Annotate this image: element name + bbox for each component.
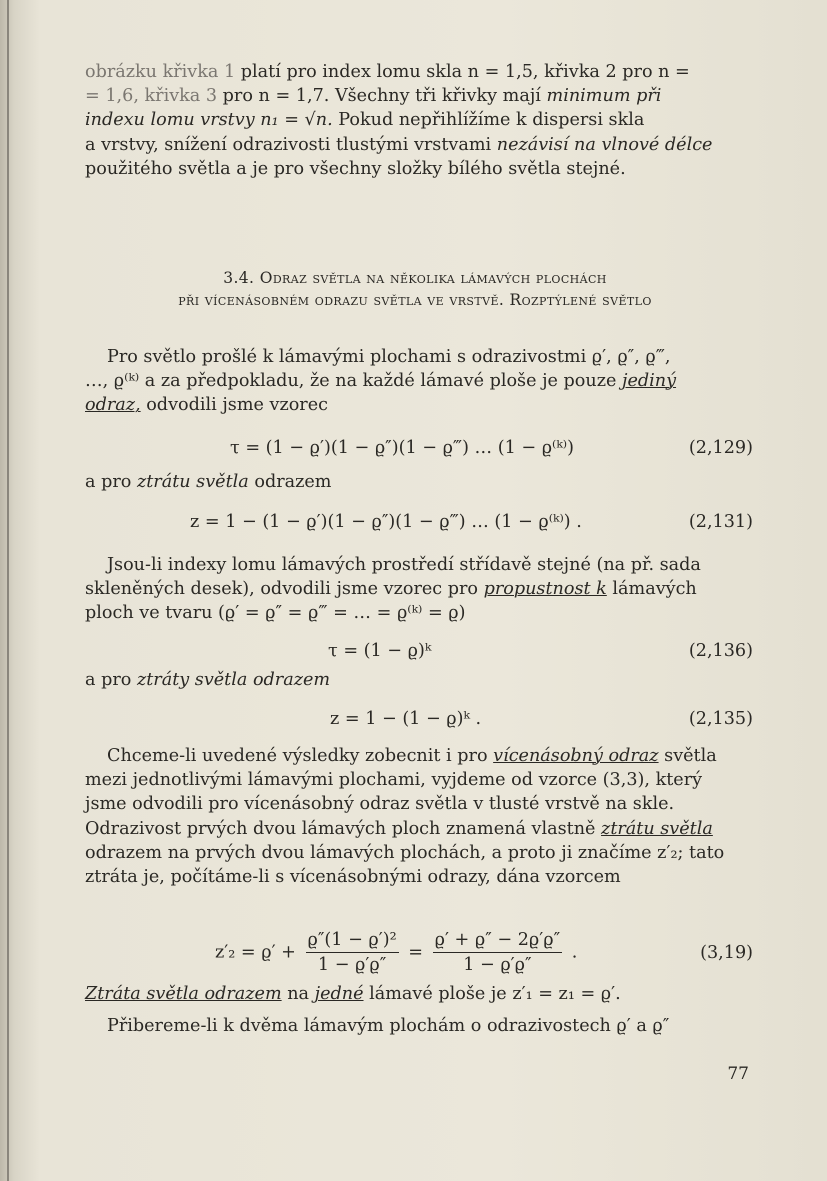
equation-expression: z = 1 − (1 − ϱ)ᵏ . xyxy=(330,709,482,729)
top-paragraph xyxy=(85,60,753,181)
equation-number: (2,129) xyxy=(688,438,753,458)
equation-number: (2,131) xyxy=(688,512,753,532)
p3-line-1: Chceme-li uvedené výsledky zobecnit i pro vícenásobný odraz světla xyxy=(107,746,717,766)
text-after-eq3: a pro ztráty světla odrazem xyxy=(85,670,331,690)
equation-2-129 xyxy=(85,434,753,462)
p1-line-1: Pro světlo prošlé k lámavými plochami s odrazivostmi ϱ′, ϱ″, ϱ‴, xyxy=(107,347,671,367)
top-line-3: indexu lomu vrstvy n₁ = √n. Pokud nepřihlížíme k dispersi skla xyxy=(85,110,645,131)
paragraph-2 xyxy=(85,553,753,626)
equation-3-19 xyxy=(85,928,753,978)
p5-line-1: Přibereme-li k dvěma lámavým plochám o odrazivostech ϱ′ a ϱ″ xyxy=(107,1016,670,1036)
top-line-1: obrázku křivka 1 platí pro index lomu skla n = 1,5, křivka 2 pro n = xyxy=(85,62,690,82)
p2-line-3: ploch ve tvaru (ϱ′ = ϱ″ = ϱ‴ = … = ϱ⁽ᵏ⁾ = ϱ) xyxy=(85,603,466,624)
top-line-2: = 1,6, křivka 3 pro n = 1,7. Všechny tři křivky mají minimum při xyxy=(85,86,662,107)
equation-expression: z′₂ = ϱ′ + $\frac{\text{ϱ″(1 − ϱ′)²}}{1 - ϱ'ϱ''}$ = $\frac{ϱ' + ϱ'' - 2ϱ'ϱ''}{1 - ϱ'ϱ''}$ . xyxy=(215,930,578,975)
section-heading-line-2: při vícenásobném odrazu světla ve vrstvě. Rozptýlené světlo xyxy=(178,291,652,309)
paragraph-1-cont xyxy=(85,369,753,417)
p2-line-2: skleněných desek), odvodili jsme vzorec pro propustnost k lámavých xyxy=(85,579,697,600)
equation-expression: τ = (1 − ϱ)ᵏ xyxy=(328,641,432,661)
p3-line-6: ztráta je, počítáme-li s vícenásobnými odrazy, dána vzorcem xyxy=(85,867,621,888)
p3-line-4: Odrazivost prvých dvou lámavých ploch znamená vlastně ztrátu světla xyxy=(85,818,713,839)
fraction-2: $\frac{ϱ' + ϱ'' - 2ϱ'ϱ''}{1 - ϱ'ϱ''}$ xyxy=(434,930,561,975)
p2-line-1: Jsou-li indexy lomu lámavých prostředí střídavě stejné (na př. sada xyxy=(107,555,701,575)
equation-number: (3,19) xyxy=(700,943,753,963)
section-heading xyxy=(70,267,760,311)
equation-expression: z = 1 − (1 − ϱ′)(1 − ϱ″)(1 − ϱ‴) … (1 − ϱ⁽ᵏ⁾) . xyxy=(190,512,582,532)
equation-2-136 xyxy=(85,637,753,665)
paragraph-4: Ztráta světla odrazem na jedné lámavé ploše je z′₁ = z₁ = ϱ′. xyxy=(85,984,621,1004)
page-number: 77 xyxy=(727,1064,749,1084)
paragraph-5 xyxy=(85,1014,753,1038)
paragraph-3 xyxy=(85,744,753,889)
equation-2-135 xyxy=(85,705,753,733)
p1-line-2: …, ϱ⁽ᵏ⁾ a za předpokladu, že na každé lámavé ploše je pouze jediný xyxy=(85,371,677,391)
equation-number: (2,135) xyxy=(688,709,753,729)
text-after-eq1: a pro ztrátu světla odrazem xyxy=(85,472,332,492)
p3-line-3: jsme odvodili pro vícenásobný odraz světla v tlusté vrstvě na skle. xyxy=(85,794,675,815)
p3-line-5: odrazem na prvých dvou lámavých plochách, a proto ji značíme z′₂; tato xyxy=(85,842,725,863)
p3-line-2: mezi jednotlivými lámavými plochami, vyjdeme od vzorce (3,3), který xyxy=(85,770,703,791)
paragraph-1 xyxy=(85,345,753,369)
top-line-5: použitého světla a je pro všechny složky bílého světla stejné. xyxy=(85,158,626,179)
section-heading-line-1: 3.4. Odraz světla na několika lámavých plochách xyxy=(223,269,607,287)
equation-number: (2,136) xyxy=(688,641,753,661)
equation-expression: τ = (1 − ϱ′)(1 − ϱ″)(1 − ϱ‴) … (1 − ϱ⁽ᵏ⁾) xyxy=(230,438,574,458)
fraction-1: $\frac{\text{ϱ″(1 − ϱ′)²}}{1 - ϱ'ϱ''}$ xyxy=(307,930,397,975)
top-line-4: a vrstvy, snížení odrazivosti tlustými vrstvami nezávisí na vlnové délce xyxy=(85,134,713,155)
equation-2-131 xyxy=(85,508,753,536)
p1-line-3: odraz, odvodili jsme vzorec xyxy=(85,395,328,416)
